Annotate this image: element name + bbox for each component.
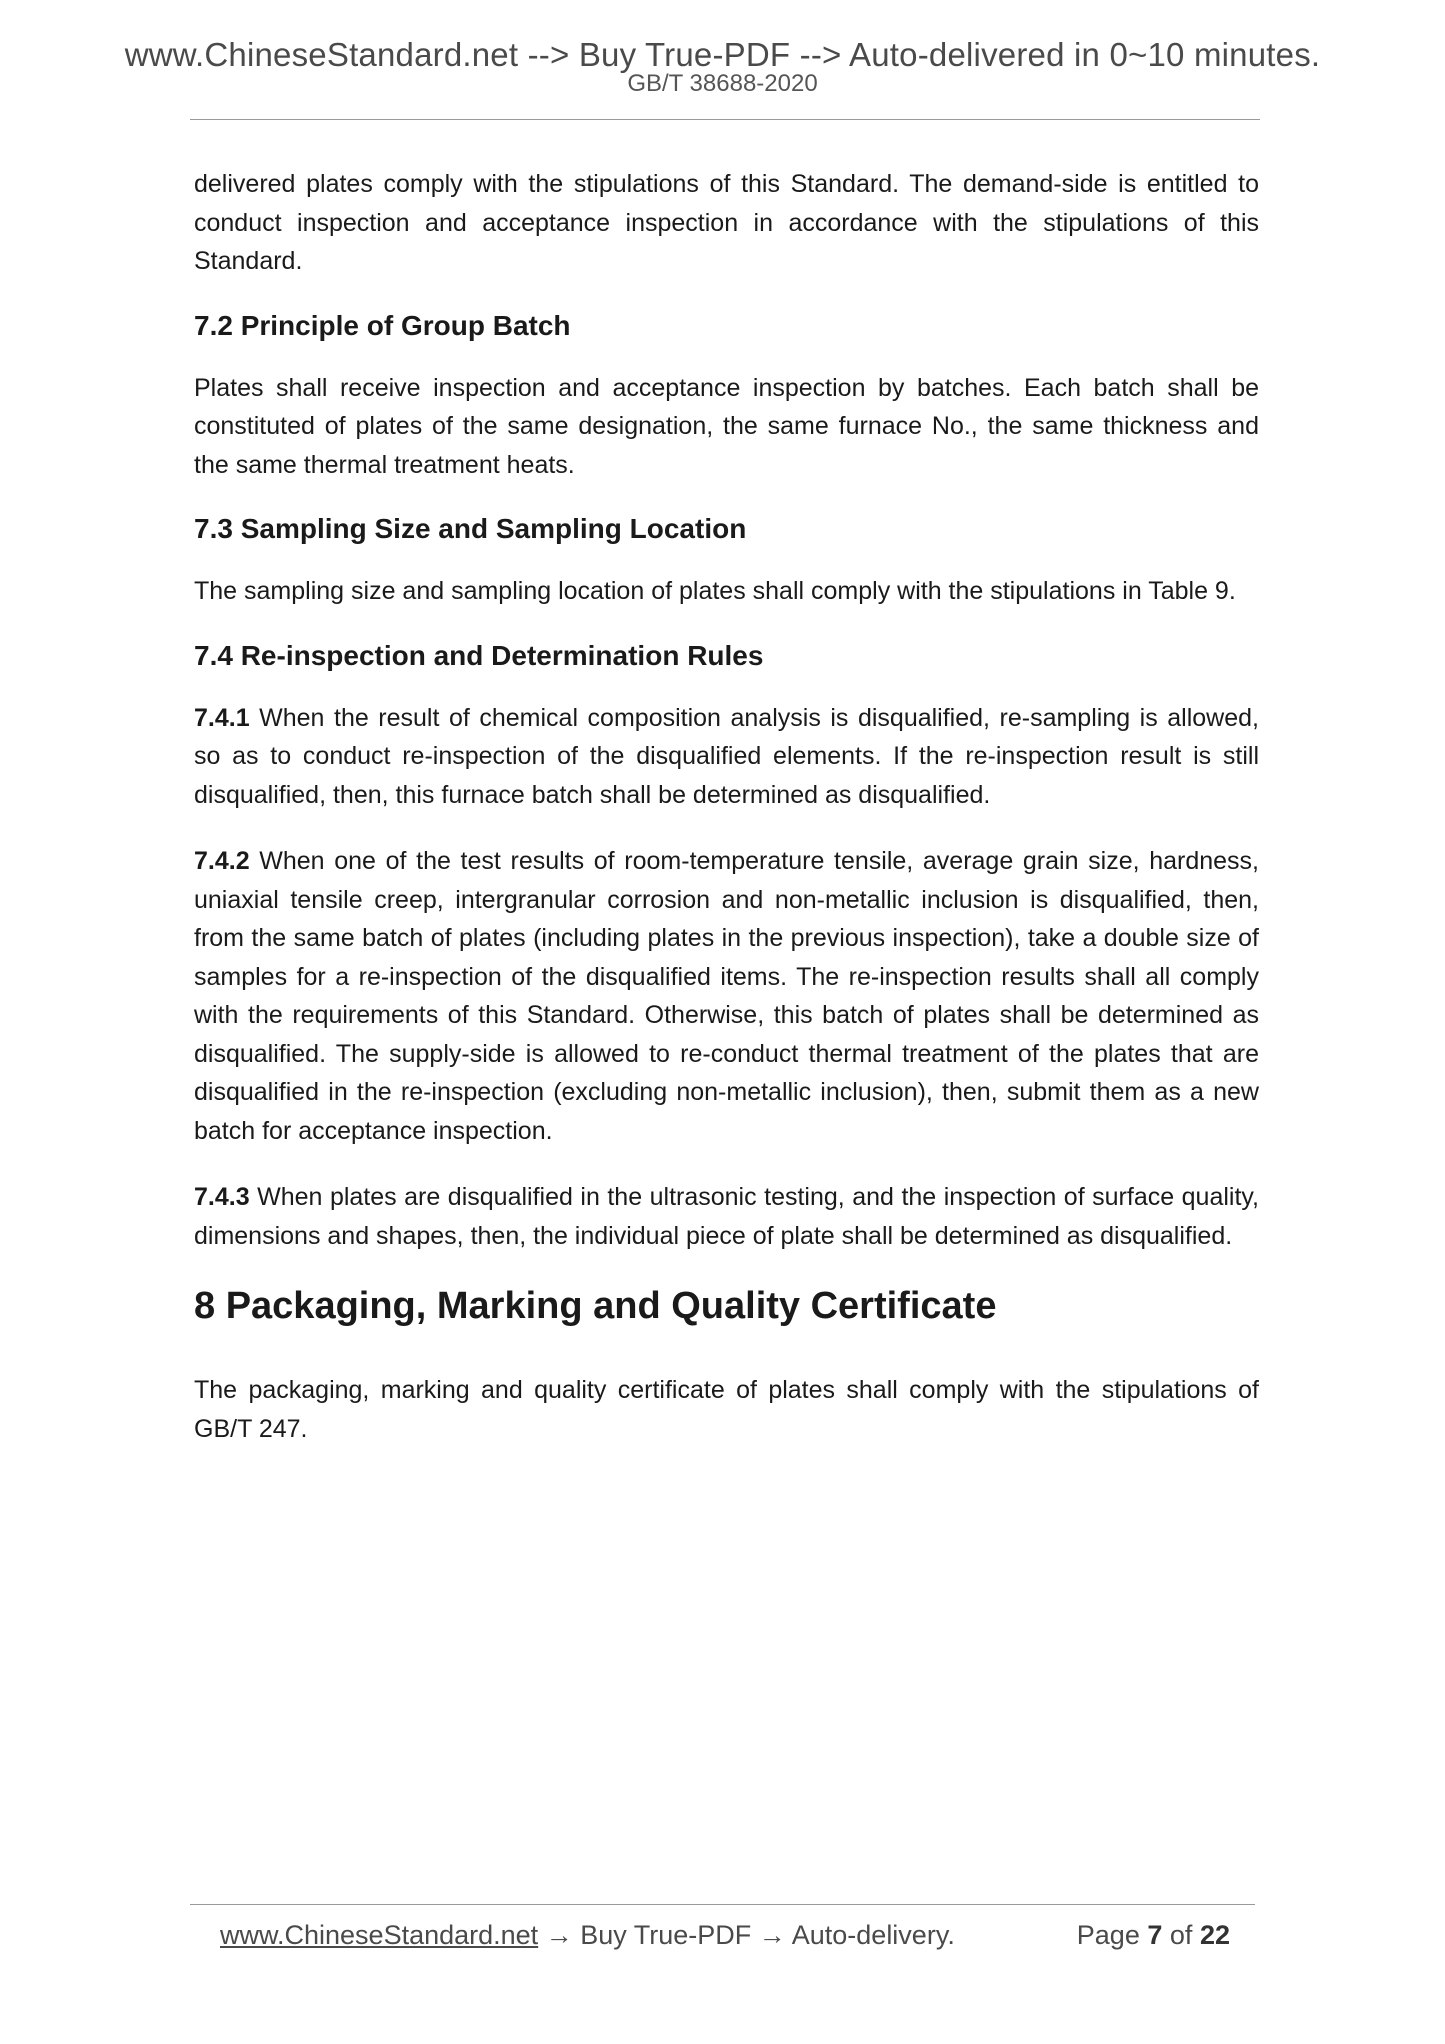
section-7-3-text: The sampling size and sampling location of plates shall comply with the stipulations in Table 9. xyxy=(194,577,1236,605)
clause-number: 7.4.2 xyxy=(194,847,250,875)
clause-text: When the result of chemical composition analysis is disqualified, re-sampling is allowed, so as to conduct re-inspection of the disqualified elements. If the re-inspection result is still disqualified, then, this furnace batch shall be determined as disqualified. xyxy=(194,703,1259,809)
section-7-2-heading: 7.2 Principle of Group Batch xyxy=(194,309,571,341)
header-divider xyxy=(190,119,1260,120)
of-label: of xyxy=(1169,1920,1193,1950)
section-7-4-heading: 7.4 Re-inspection and Determination Rules xyxy=(194,639,764,671)
section-8-heading: 8 Packaging, Marking and Quality Certificate xyxy=(194,1285,997,1327)
clause-number: 7.4.1 xyxy=(194,703,250,732)
page-label: Page xyxy=(1076,1920,1140,1950)
clause-7-4-2 xyxy=(194,842,1259,1150)
footer-divider xyxy=(190,1904,1255,1905)
section-8-text: The packaging, marking and quality certificate of plates shall comply with the stipulations of GB/T 247. xyxy=(194,1376,1259,1443)
clause-text: When one of the test results of room-temperature tensile, average grain size, hardness, uniaxial tensile creep, intergranular corrosion and non-metallic inclusion is disqualified, then, from the same batch of plates (including plates in the previous inspection), take a double size of samples for a re-inspection of the disqualified items. The re-inspection results shall all comply with the requirements of this Standard. Otherwise, this batch of plates shall be determined as disqualified. The supply-side is allowed to re-conduct thermal treatment of the plates that are disqualified in the re-inspection (excluding non-metallic inclusion), then, submit them as a new batch for acceptance inspection. xyxy=(194,847,1259,1145)
footer-site-link[interactable]: www.ChineseStandard.net xyxy=(220,1920,539,1950)
standard-code: GB/T 38688-2020 xyxy=(627,70,818,97)
intro-paragraph: delivered plates comply with the stipulations of this Standard. The demand-side is entitled to conduct inspection and acceptance inspection in accordance with the stipulations of this Standard. xyxy=(194,170,1259,275)
header-banner[interactable]: www.ChineseStandard.net --> Buy True-PDF --> Auto-delivered in 0~10 minutes. xyxy=(124,36,1321,73)
current-page-number: 7 xyxy=(1147,1920,1163,1950)
total-pages-number: 22 xyxy=(1199,1920,1230,1950)
footer-promo-text: → Buy True-PDF → Auto-delivery. xyxy=(538,1920,955,1950)
clause-text: When plates are disqualified in the ultrasonic testing, and the inspection of surface quality, dimensions and shapes, then, the individual piece of plate shall be determined as disqualified. xyxy=(194,1183,1259,1250)
clause-7-4-1 xyxy=(194,699,1259,815)
page-indicator xyxy=(1077,1920,1230,1951)
section-7-3-heading: 7.3 Sampling Size and Sampling Location xyxy=(194,513,747,544)
clause-7-4-3 xyxy=(194,1178,1259,1255)
section-7-2-text: Plates shall receive inspection and acceptance inspection by batches. Each batch shall be constituted of plates of the same designation, the same furnace No., the same thickness and the same thermal treatment heats. xyxy=(194,373,1259,479)
footer-promo xyxy=(220,1920,955,1951)
clause-number: 7.4.3 xyxy=(194,1183,250,1211)
page-content xyxy=(194,165,1259,1476)
